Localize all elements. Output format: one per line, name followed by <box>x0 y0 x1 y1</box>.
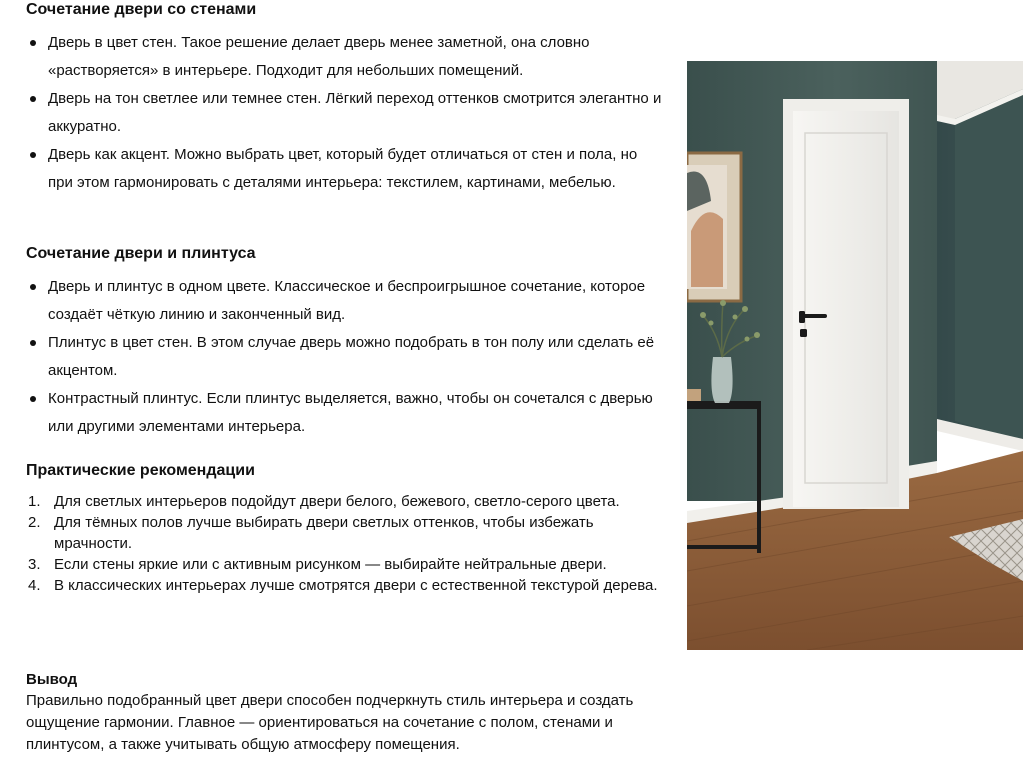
list-text: Если стены яркие или с активным рисунком — выбирайте нейтральные двери. <box>54 556 607 573</box>
plinth-list <box>26 273 666 441</box>
interior-illustration <box>687 61 1023 650</box>
section-title-walls: Сочетание двери со стенами <box>26 1 257 18</box>
list-item: Дверь на тон светлее или темнее стен. Лёгкий переход оттенков смотрится элегантно и аккуратно. <box>26 85 666 141</box>
list-text: Для тёмных полов лучше выбирать двери светлых оттенков, чтобы избежать мрачности. <box>54 514 594 552</box>
recommendations-list <box>26 491 666 596</box>
list-text: В классических интерьерах лучше смотрятся двери с естественной текстурой дерева. <box>54 577 658 594</box>
vase-icon <box>711 357 732 403</box>
list-item: Дверь как акцент. Можно выбрать цвет, который будет отличаться от стен и пола, но при этом гармонировать с деталями интерьера: текстилем, картинами, мебелью. <box>26 141 666 197</box>
list-item <box>26 554 666 575</box>
list-item: Контрастный плинтус. Если плинтус выделяется, важно, чтобы он сочетался с дверью или другими элементами интерьера. <box>26 385 666 441</box>
list-text: Для светлых интерьеров подойдут двери белого, бежевого, светло-серого цвета. <box>54 493 620 510</box>
list-item <box>26 575 666 596</box>
list-number: 2. <box>28 514 41 531</box>
list-item <box>26 512 666 554</box>
console-table-bar <box>687 545 761 549</box>
books <box>687 389 701 401</box>
picture-shape-orange <box>691 212 723 287</box>
section-title-plinth: Сочетание двери и плинтуса <box>26 245 256 262</box>
list-number: 1. <box>28 493 41 510</box>
list-number: 4. <box>28 577 41 594</box>
door-handle-lever <box>801 314 827 318</box>
interior-photo <box>687 61 1023 650</box>
console-table-leg <box>757 409 761 553</box>
list-number: 3. <box>28 556 41 573</box>
door <box>793 111 899 507</box>
door-lock-icon <box>800 329 807 337</box>
list-item: Дверь и плинтус в одном цвете. Классическое и беспроигрышное сочетание, которое создаёт чёткую линию и законченный вид. <box>26 273 666 329</box>
section-title-recommendations: Практические рекомендации <box>26 462 255 479</box>
list-item <box>26 491 666 512</box>
corridor-wall <box>955 91 1023 441</box>
walls-list <box>26 29 666 197</box>
list-item: Дверь в цвет стен. Такое решение делает дверь менее заметной, она словно «растворяется» в интерьере. Подходит для небольших помещений. <box>26 29 666 85</box>
conclusion-text: Правильно подобранный цвет двери способен подчеркнуть стиль интерьера и создать ощущение гармонии. Главное — ориентироваться на сочетание с полом, стенами и плинтусом, а также учитывать общую атмосферу помещения. <box>26 692 634 753</box>
list-item: Плинтус в цвет стен. В этом случае дверь можно подобрать в тон полу или сделать её акцентом. <box>26 329 666 385</box>
conclusion-title: Вывод <box>26 671 78 688</box>
